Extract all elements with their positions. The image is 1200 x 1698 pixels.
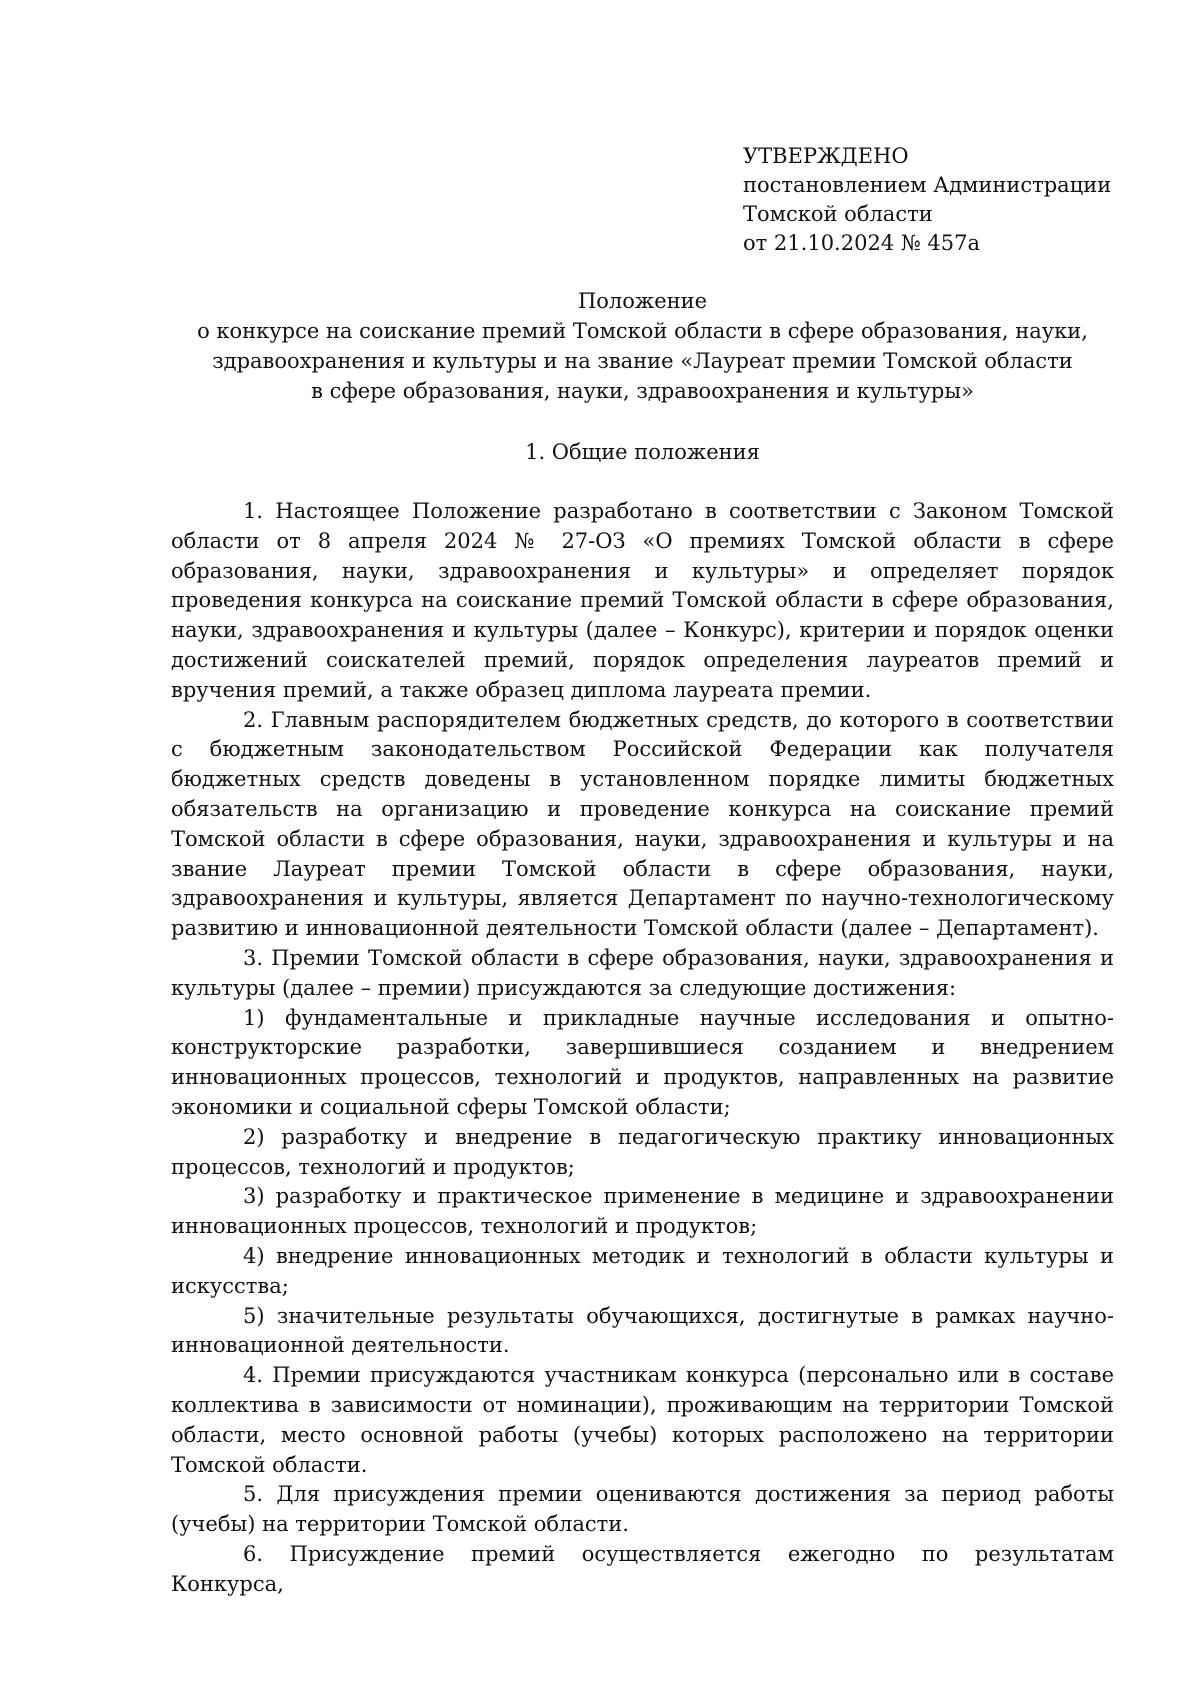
title-line-2: о конкурсе на соискание премий Томской области в сфере образования, науки, <box>197 319 1088 343</box>
section-heading: 1. Общие положения <box>525 440 760 464</box>
paragraph-3: 3. Премии Томской области в сфере образования, науки, здравоохранения и культуры (далее – премии) присуждаются за следующие достижения: <box>171 945 1114 1000</box>
paragraph-4: 4. Премии присуждаются участникам конкурса (персонально или в составе коллектива в зависимости от номинации), проживающим на территории Томской области, место основной работы (учебы) которых расположено на территории Томской области. <box>171 1363 1114 1477</box>
approval-heading: УТВЕРЖДЕНО <box>743 144 909 168</box>
title-line-1: Положение <box>577 289 708 313</box>
approval-date-number: от 21.10.2024 № 457а <box>743 231 980 255</box>
approval-region: Томской области <box>743 202 933 226</box>
list-item-5: 5) значительные результаты обучающихся, достигнутые в рамках научно-инновационной деятельности. <box>171 1303 1114 1358</box>
title-line-4: в сфере образования, науки, здравоохранения и культуры» <box>311 379 974 403</box>
paragraph-5: 5. Для присуждения премии оцениваются достижения за период работы (учебы) на территории Томской области. <box>171 1482 1114 1537</box>
title-line-3: здравоохранения и культуры и на звание «Лауреат премии Томской области <box>212 349 1073 373</box>
paragraph-1: 1. Настоящее Положение разработано в соответствии с Законом Томской области от 8 апреля 2024 № 27-ОЗ «О премиях Томской области в сфере образования, науки, здравоохранения и культуры» и определяет порядок проведения конкурса на соискание премий Томской области в сфере образования, науки, здравоохранения и культуры (далее – Конкурс), критерии и порядок оценки достижений соискателей премий, порядок определения лауреатов премий и вручения премий, а также образец диплома лауреата премии. <box>171 499 1114 702</box>
approval-authority: постановлением Администрации <box>743 173 1112 197</box>
list-item-3: 3) разработку и практическое применение в медицине и здравоохранении инновационных процессов, технологий и продуктов; <box>171 1184 1114 1239</box>
paragraph-2: 2. Главным распорядителем бюджетных средств, до которого в соответствии с бюджетным законодательством Российской Федерации как получателя бюджетных средств доведены в установленном порядке лимиты бюджетных обязательств на организацию и проведение конкурса на соискание премий Томской области в сфере образования, науки, здравоохранения и культуры и на звание Лауреат премии Томской области в сфере образования, науки, здравоохранения и культуры, является Департамент по научно-технологическому развитию и инновационной деятельности Томской области (далее – Департамент). <box>171 707 1114 941</box>
paragraph-6: 6. Присуждение премий осуществляется ежегодно по результатам Конкурса, <box>171 1541 1114 1596</box>
list-item-2: 2) разработку и внедрение в педагогическую практику инновационных процессов, технологий и продуктов; <box>171 1124 1114 1179</box>
document-title <box>170 286 1115 406</box>
approval-stamp <box>743 142 1111 258</box>
document-body <box>171 497 1114 1599</box>
list-item-1: 1) фундаментальные и прикладные научные исследования и опытно-конструкторские разработки, завершившиеся созданием и внедрением инновационных процессов, технологий и продуктов, направленных на развитие экономики и социальной сферы Томской области; <box>171 1005 1114 1119</box>
list-item-4: 4) внедрение инновационных методик и технологий в области культуры и искусства; <box>171 1243 1114 1298</box>
